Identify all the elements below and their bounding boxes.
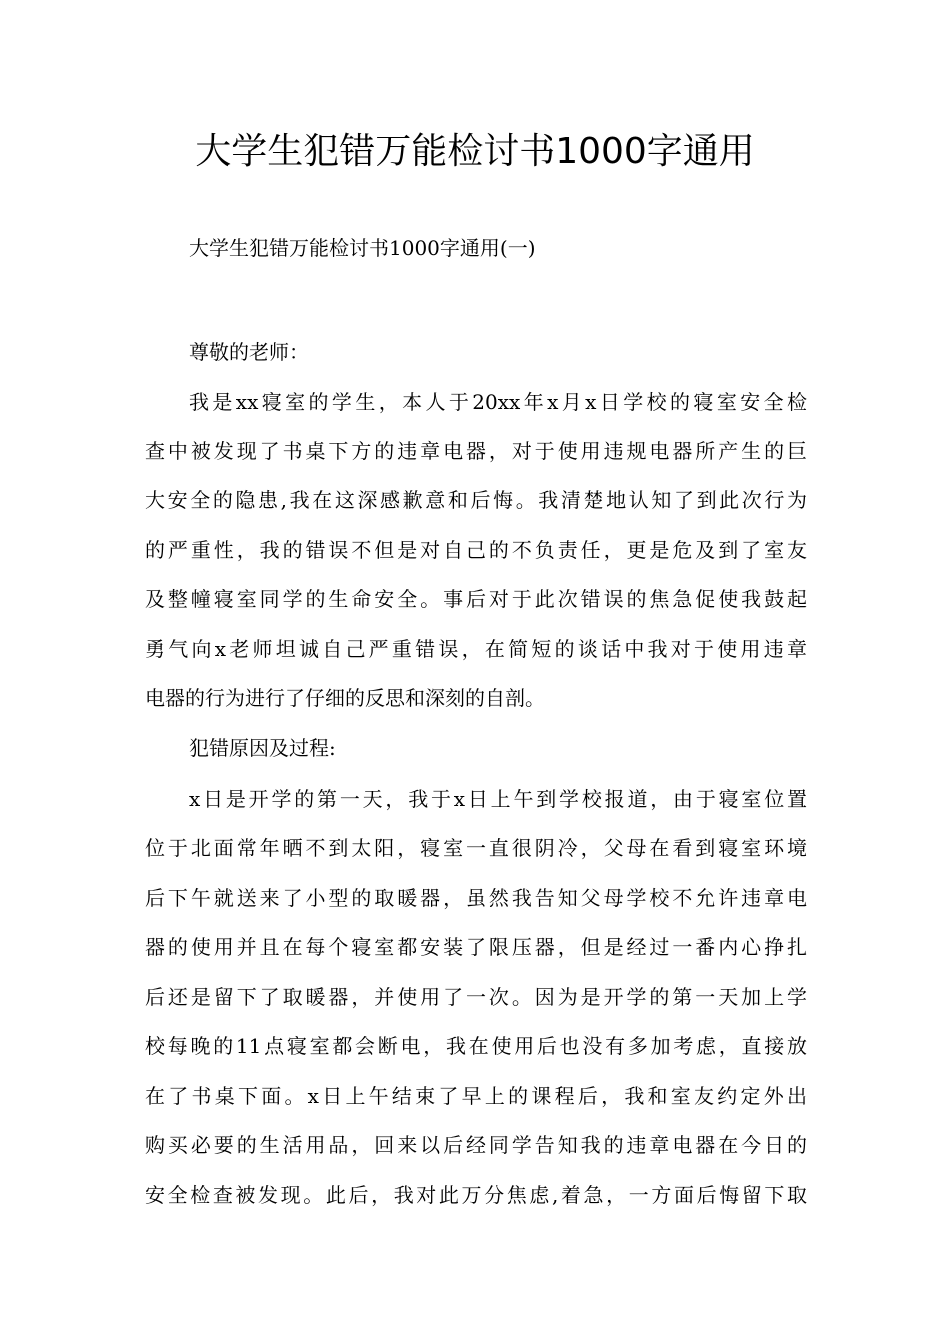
paragraph-line: 安全检查被发现。此后，我对此万分焦虑,着急，一方面后悔留下取 bbox=[145, 1183, 807, 1207]
paragraph-line: 勇气向x老师坦诚自己严重错误，在简短的谈话中我对于使用违章 bbox=[145, 637, 807, 661]
paragraph-line: 器的使用并且在每个寝室都安装了限压器，但是经过一番内心挣扎 bbox=[145, 935, 807, 959]
paragraph-line: 后还是留下了取暖器，并使用了一次。因为是开学的第一天加上学 bbox=[145, 985, 807, 1009]
paragraph-line: 电器的行为进行了仔细的反思和深刻的自剖。 bbox=[145, 686, 545, 710]
section-heading: 犯错原因及过程: bbox=[189, 736, 336, 760]
paragraph-line: 大安全的隐患,我在这深感歉意和后悔。我清楚地认知了到此次行为 bbox=[145, 488, 807, 512]
document-title: 大学生犯错万能检讨书1000字通用 bbox=[195, 131, 755, 172]
paragraph-line: 校每晚的11点寝室都会断电，我在使用后也没有多加考虑，直接放 bbox=[145, 1034, 807, 1058]
paragraph-line: 及整幢寝室同学的生命安全。事后对于此次错误的焦急促使我鼓起 bbox=[145, 587, 807, 611]
paragraph-line: x日是开学的第一天，我于x日上午到学校报道，由于寝室位置 bbox=[189, 787, 807, 811]
paragraph-line: 查中被发现了书桌下方的违章电器，对于使用违规电器所产生的巨 bbox=[145, 439, 807, 463]
paragraph-line: 在了书桌下面。x日上午结束了早上的课程后，我和室友约定外出 bbox=[145, 1084, 807, 1108]
paragraph-line: 我是xx寝室的学生，本人于20xx年x月x日学校的寝室安全检 bbox=[189, 390, 807, 414]
paragraph-line: 购买必要的生活用品，回来以后经同学告知我的违章电器在今日的 bbox=[145, 1133, 807, 1157]
paragraph-line: 位于北面常年晒不到太阳，寝室一直很阴冷，父母在看到寝室环境 bbox=[145, 836, 807, 860]
paragraph-line: 后下午就送来了小型的取暖器，虽然我告知父母学校不允许违章电 bbox=[145, 886, 807, 910]
paragraph-line: 的严重性，我的错误不但是对自己的不负责任，更是危及到了室友 bbox=[145, 538, 807, 562]
section-subtitle: 大学生犯错万能检讨书1000字通用(一) bbox=[189, 236, 536, 260]
salutation: 尊敬的老师： bbox=[189, 340, 309, 364]
